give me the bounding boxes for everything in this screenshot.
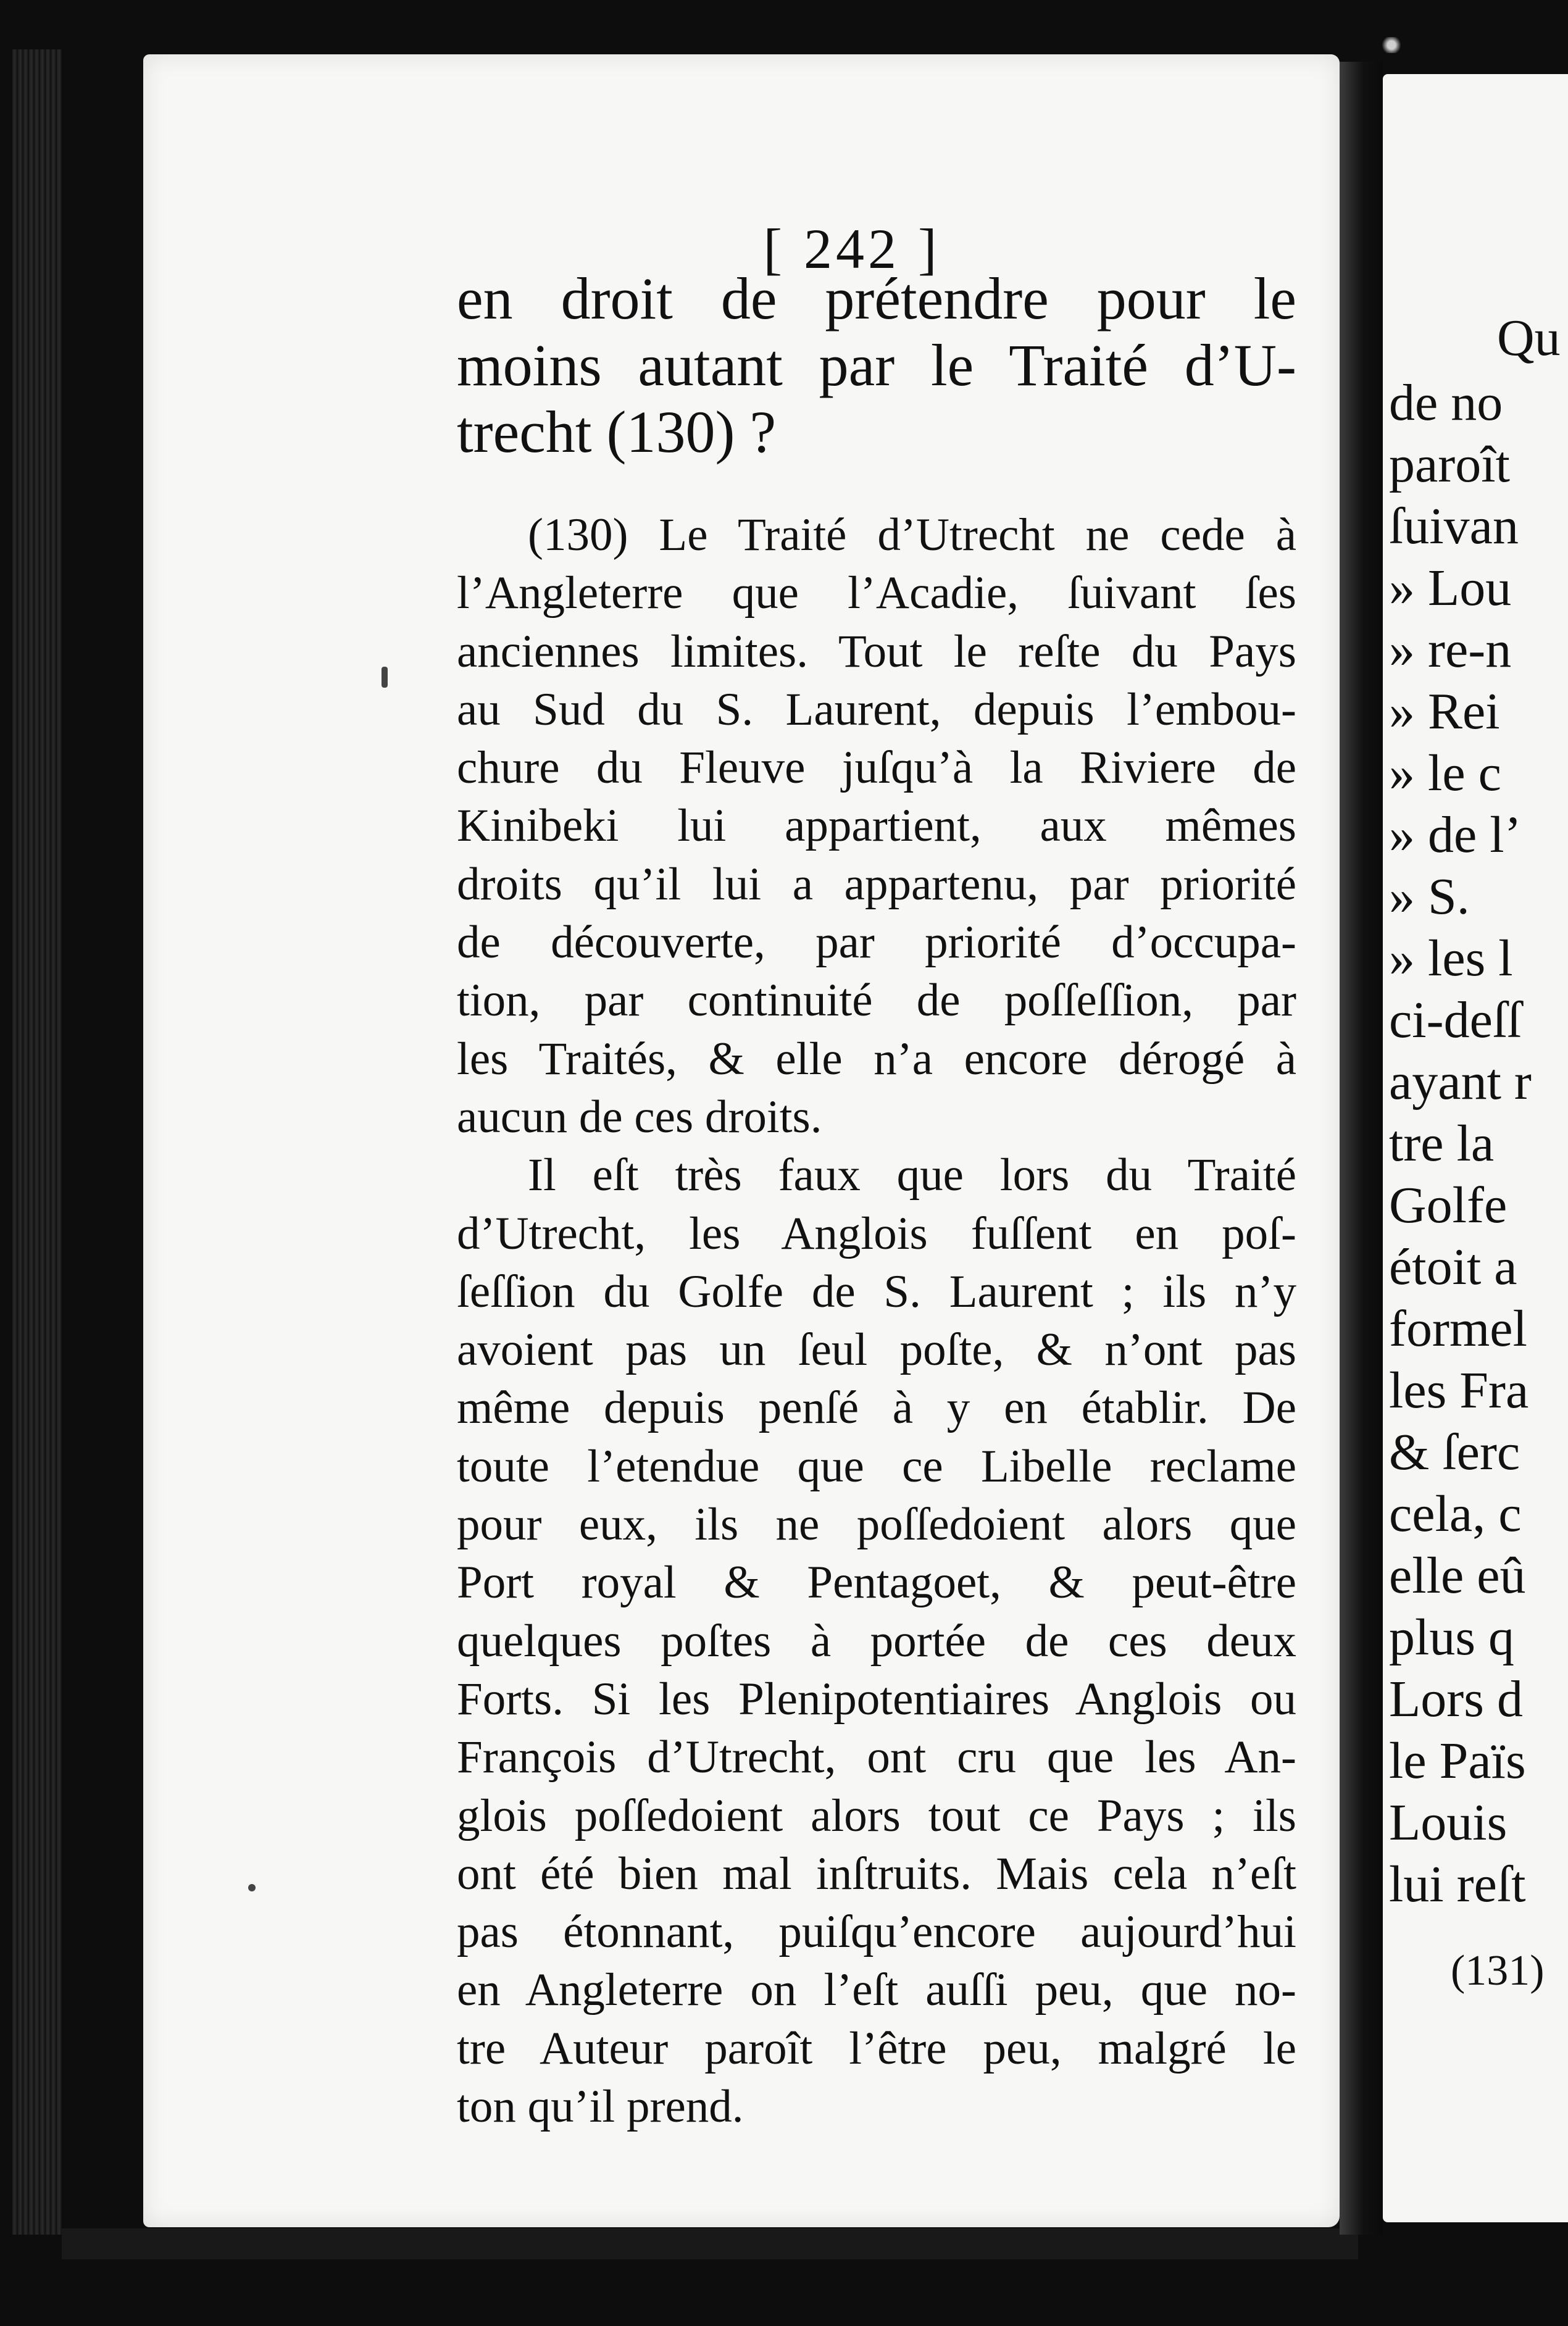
facing-line: de no [1389, 374, 1503, 431]
note-line: anciennes limites. Tout le reſte du Pays [457, 625, 1296, 677]
facing-line: » de l’ [1389, 806, 1522, 864]
note-line: chure du Fleuve juſqu’à la Riviere de [457, 742, 1296, 794]
facing-line: paroît [1389, 436, 1510, 493]
facing-line: & ſerc [1389, 1424, 1520, 1481]
facing-line: formel [1389, 1300, 1527, 1357]
note-line: pour eux, ils ne poſſedoient alors que [457, 1499, 1296, 1551]
note-line: même depuis penſé à y en établir. De [457, 1382, 1296, 1434]
note-line: pas étonnant, puiſqu’encore aujourd’hui [457, 1906, 1296, 1958]
facing-line: les Fra [1389, 1362, 1529, 1419]
note-line: ton qu’il prend. [457, 2081, 744, 2133]
right-page [1383, 74, 1568, 2222]
facing-page-text [1383, 74, 1568, 2222]
facing-line: » le c [1389, 744, 1501, 802]
note-line: tre Auteur paroît l’être peu, malgré le [457, 2022, 1296, 2074]
note-line: Kinibeki lui appartient, aux mêmes [457, 800, 1296, 852]
note-line: au Sud du S. Laurent, depuis l’embou- [457, 683, 1296, 735]
note-line: (130) Le Traité d’Utrecht ne cede à [528, 509, 1296, 561]
note-line: Il eſt très faux que lors du Traité [528, 1149, 1296, 1201]
footnote-130 [457, 506, 1296, 2136]
facing-line: (131) [1451, 1947, 1545, 1995]
note-line: quelques poſtes à portée de ces deux [457, 1615, 1296, 1667]
stray-mark [382, 667, 388, 688]
note-line: de découverte, par priorité d’occupa- [457, 917, 1296, 969]
text-line: en droit de prétendre pour le [457, 265, 1296, 331]
main-text [457, 265, 1309, 465]
book-page-edges [12, 49, 62, 2235]
facing-line: plus q [1389, 1609, 1515, 1666]
facing-line: Qu [1497, 309, 1561, 367]
facing-line: » S. [1389, 868, 1470, 925]
book-bottom-edge [62, 2228, 1358, 2259]
facing-line: ſuivan [1389, 498, 1519, 555]
text-line: trecht (130) ? [457, 399, 777, 465]
facing-line: elle eû [1389, 1547, 1526, 1604]
facing-line: lui reſt [1389, 1856, 1526, 1913]
facing-line: Lors d [1389, 1670, 1523, 1728]
text-line: moins autant par le Traité d’U- [457, 332, 1296, 398]
facing-line: Louis [1389, 1794, 1508, 1851]
facing-line: » re-n [1389, 621, 1512, 678]
note-line: ſeſſion du Golfe de S. Laurent ; ils n’y [457, 1265, 1296, 1317]
facing-line: cela, c [1389, 1485, 1522, 1543]
note-line: glois poſſedoient alors tout ce Pays ; ils [457, 1790, 1296, 1841]
facing-line: » les l [1389, 930, 1513, 987]
facing-line: » Lou [1389, 559, 1512, 617]
facing-line: étoit a [1389, 1238, 1517, 1296]
page-number: [ 242 ] [763, 217, 941, 280]
facing-line: » Rei [1389, 683, 1500, 740]
note-line: Forts. Si les Plenipotentiaires Anglois ou [457, 1673, 1296, 1725]
note-line: en Angleterre on l’eſt auſſi peu, que no- [457, 1964, 1296, 2016]
note-line: avoient pas un ſeul poſte, & n’ont pas [457, 1324, 1296, 1376]
note-line: Port royal & Pentagoet, & peut-être [457, 1557, 1296, 1609]
facing-line: tre la [1389, 1115, 1495, 1172]
book-gutter [1340, 62, 1383, 2235]
note-line: les Traités, & elle n’a encore dérogé à [457, 1033, 1296, 1085]
facing-line: ayant r [1389, 1053, 1532, 1111]
note-line: l’Angleterre que l’Acadie, ſuivant ſes [457, 567, 1296, 619]
note-line: d’Utrecht, les Anglois fuſſent en poſ- [457, 1207, 1296, 1259]
facing-line: le Païs [1389, 1732, 1526, 1790]
note-line: François d’Utrecht, ont cru que les An- [457, 1732, 1296, 1783]
facing-line: Golfe [1389, 1177, 1508, 1234]
facing-line: ci-deſſ [1389, 991, 1522, 1049]
note-line: aucun de ces droits. [457, 1091, 822, 1143]
note-line: droits qu’il lui a appartenu, par priorité [457, 858, 1296, 910]
note-line: toute l’etendue que ce Libelle reclame [457, 1440, 1296, 1492]
note-line: tion, par continuité de poſſeſſion, par [457, 975, 1296, 1027]
note-line: ont été bien mal inſtruits. Mais cela n’eſt [457, 1848, 1296, 1899]
corner-mark [1380, 37, 1403, 53]
stray-mark [248, 1884, 256, 1891]
